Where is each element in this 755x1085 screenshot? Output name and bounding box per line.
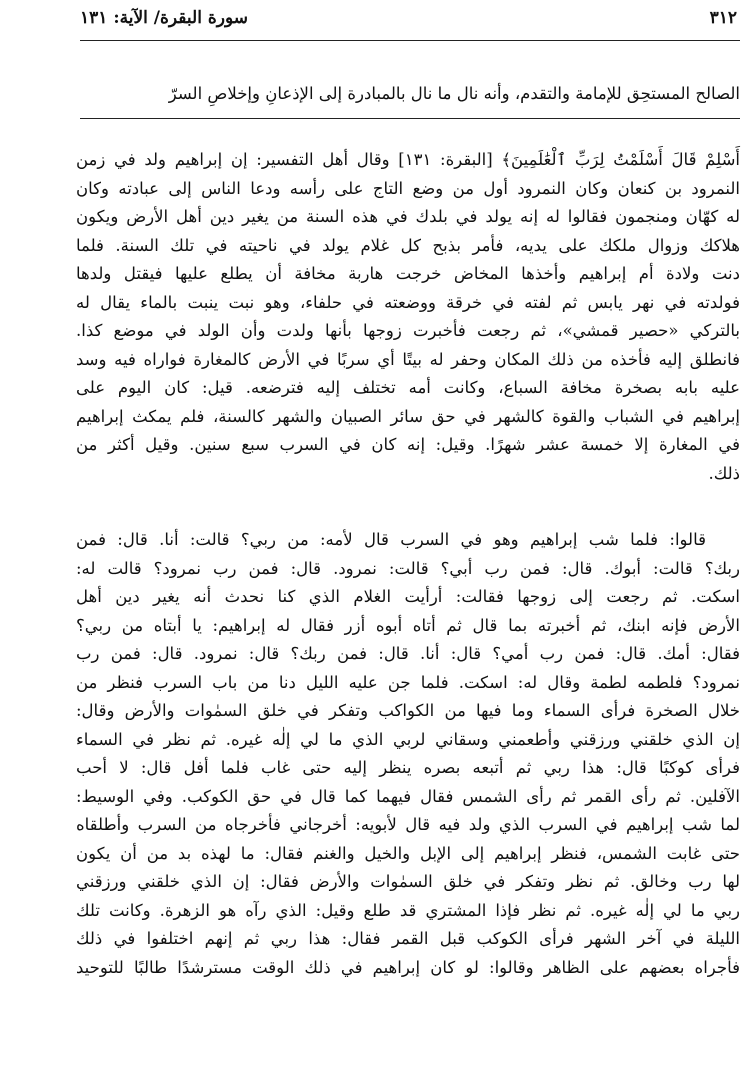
text-line: فأجراه بعضهم على الظاهر وقالوا: لو كان إبراهيم في ذلك الوقت مسترشدًا طالبًا للتوحيد: [76, 957, 740, 977]
text-line: عليه بابه بصخرة مخافة السباع، وكانت أمه تختلف إليه فترضعه. قيل: كان اليوم على: [76, 378, 740, 397]
text-line: فرأى كوكبًا قال: هذا ربي ثم أتبعه بصره ينظر إليه حتى غاب فلما أفل قال: لا أحب: [76, 758, 740, 777]
text-line: لما شب إبراهيم في السرب الذي ولد فيه قال لأبويه: أخرجاني فأخرجاه من السرب وأطلقاه: [76, 815, 740, 834]
text-line: بالتركي «حصير قمشي»، ثم رجعت فأخبرت زوجها بأنها ولدت وأن الولد في موضع كذا.: [76, 321, 740, 340]
paragraph-2: [76, 526, 740, 982]
text-line: لها رب وخالق. ثم نظر وتفكر في خلق السمٰوات والأرض فقال: إن الذي خلقني ورزقني: [76, 872, 740, 891]
text-line: فولدته في نهر يابس ثم لفته في خرقة ووضعته في حلفاء، وهو نبت ينبت بالماء يقال له: [76, 292, 740, 312]
text-line: اسكت. ثم رجعت إلى زوجها فقالت: أرأيت الغلام الذي كنا نحدث أنه يغير دين أهل: [76, 587, 740, 606]
text-line: الصالح المستحِق للإمامة والتقدم، وأنه نال ما نال بالمبادرة إلى الإذعانِ وإخلاصِ السرّ: [168, 84, 740, 103]
text-line: في المغارة إلا خمسة عشر شهرًا. وقيل: إنه كان في السرب سبع سنين. وقيل أكثر من: [76, 435, 740, 454]
text-line: هلاكك وزوال ملكك على يديه، فأمر بذبح كل غلام يولد في ناحيته في تلك السنة. فلما: [76, 235, 740, 255]
text-line: إن الذي خلقني ورزقني وأطعمني وسقاني لربي الذي ما لي إلٰه غيره. ثم نظر في السماء: [76, 729, 740, 749]
text-line: الآفلين. ثم رأى القمر ثم رأى الشمس فقال فيهما كما قال في حق الكوكب. وفي الوسيط:: [76, 786, 740, 806]
text-line: ذلك.: [708, 463, 740, 483]
text-line: حتى غابت الشمس، فنظر إبراهيم إلى الإبل والخيل والغنم فقال: ما لهذه بد من أن يكون: [76, 843, 740, 863]
header-rule: [80, 40, 740, 41]
text-line: ربك؟ قالت: أبوك. قال: فمن رب أبي؟ قالت: نمرود. قال: فمن رب نمرود؟ قالت له:: [76, 558, 740, 578]
text-line: فانطلق إليه فأخذه من ذلك المكان وحفر له بيتًا أي سربًا في الأرض كالمغارة فواراه فيه وسد: [76, 349, 740, 369]
text-line: إبراهيم في الشباب والقوة كالشهر في حق سائر الصبيان والشهر كالسنة، فلم يمكث إبراهيم: [76, 406, 740, 426]
page-number: ٣١٢: [709, 8, 737, 28]
text-line: الأرض فإنه ابنك، ثم أخبرته بما قال ثم أتاه أبوه أزر فقال له إبراهيم: يا أبتاه من ربي؟: [76, 615, 740, 635]
continuation-line: [76, 80, 740, 109]
paragraph-1: [76, 146, 740, 488]
text-line: له كهّان ومنجمون فقالوا له إنه يولد في بلدك في هذه السنة من يغير دين أهل الأرض ويكون: [76, 207, 740, 226]
text-line: فقال: أمك. قال: فمن رب أمي؟ قال: أنا. قال: فمن ربك؟ قال: نمرود. قال: فمن رب: [76, 644, 740, 663]
text-line: أَسْلِمْ قَالَ أَسْلَمْتُ لِرَبِّ ٱلْعَٰلَمِينَ﴾ [البقرة: ١٣١] وقال أهل التفسير: إن إبراهيم ولد في زمن: [76, 150, 740, 169]
running-title: سورة البقرة/ الآية: ١٣١: [80, 8, 248, 28]
section-divider: [80, 118, 740, 119]
text-line: دنت ولادة أم إبراهيم وأخذها المخاض خرجت هاربة مخافة أن يطلع عليها فيقتل ولدها: [76, 264, 740, 283]
text-line: قالوا: فلما شب إبراهيم وهو في السرب قال لأمه: من ربي؟ قالت: أنا. قال: فمن: [76, 530, 706, 549]
text-line: الليلة في آخر الشهر فرأى الكوكب قبل القمر فقال: هذا ربي ثم إنهم اختلفوا في ذلك: [76, 929, 740, 948]
text-line: خلال الصخرة فرأى السماء وما فيها من الكواكب وتفكر في خلق السمٰوات والأرض وقال:: [76, 701, 740, 720]
text-line: نمرود؟ فلطمه لطمة وقال له: اسكت. فلما جن عليه الليل دنا من باب السرب فنظر من: [76, 672, 740, 692]
text-line: النمرود بن كنعان وكان النمرود أول من وضع التاج على رأسه ودعا الناس إلى عبادته وكان: [76, 178, 740, 198]
text-line: ربي ما لي إلٰه غيره. ثم نظر فإذا المشتري قد طلع وقيل: الذي رآه هو الزهرة. وكانت تلك: [76, 900, 740, 920]
